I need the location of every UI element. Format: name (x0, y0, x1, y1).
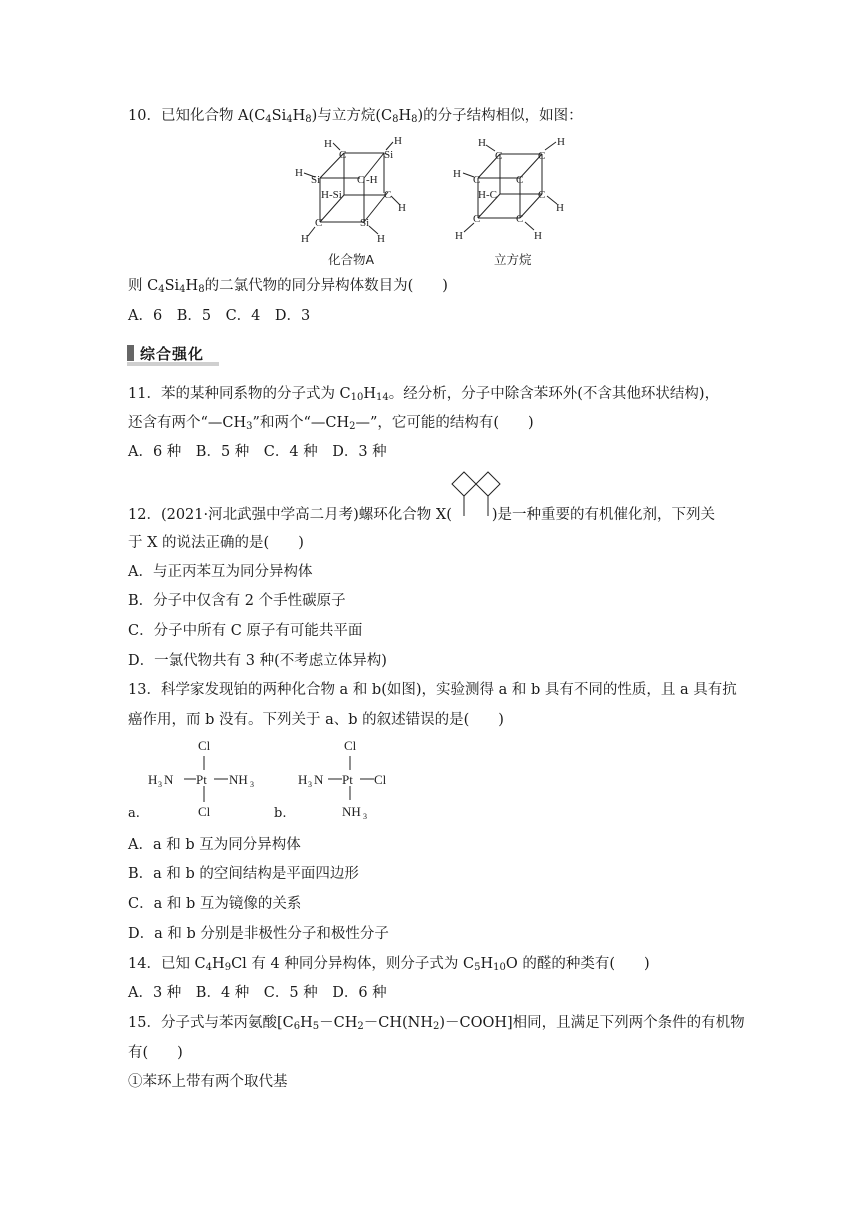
svg-text:NH: NH (342, 804, 361, 819)
svg-text:Cl: Cl (344, 738, 357, 753)
q11-options: A．6 种 B．5 种 C．4 种 D．3 种 (128, 444, 387, 460)
q14-stem: 14．已知 $C_4H_9Cl$ 有 4 种同分异构体，则分子式为 $C_5H_{10}O$ 的醛的种类有( ) (128, 956, 650, 973)
svg-text:H: H (534, 230, 542, 242)
q12-option-d: D．一氯代物共有 3 种(不考虑立体异构) (128, 653, 387, 669)
spiro-compound-structure (448, 470, 508, 520)
svg-text:Pt: Pt (196, 772, 207, 787)
svg-text:C: C (339, 149, 347, 161)
svg-text:C: C (495, 150, 503, 162)
svg-text:H: H (453, 168, 461, 180)
svg-text:C: C (315, 217, 323, 229)
q13-option-d: D．a 和 b 分别是非极性分子和极性分子 (128, 926, 389, 942)
cubane-caption: 立方烷 (494, 252, 532, 267)
q15-line2: 有( ) (128, 1045, 183, 1061)
compound-a-structure (288, 130, 418, 270)
svg-text:C: C (538, 189, 546, 201)
svg-text:H: H (455, 230, 463, 242)
svg-text:3: 3 (158, 780, 162, 789)
section-title: 综合强化 (140, 344, 205, 363)
svg-text:H: H (556, 202, 564, 214)
q14-options: A．3 种 B．4 种 C．5 种 D．6 种 (128, 985, 387, 1001)
q10-options: A．6 B．5 C．4 D．3 (128, 308, 311, 324)
q10-stem: 10．已知化合物 $A(C_4Si_4H_8)$与立方烷$(C_8H_8)$的分子结构相似，如图： (128, 108, 583, 125)
svg-text:N: N (314, 772, 324, 787)
svg-text:H: H (377, 233, 385, 245)
q15-line1: 15．分子式与苯丙氨酸$[C_6H_5-CH_2-CH(NH_2)-COOH]$相同，且满足下列两个条件的有机物 (128, 1015, 745, 1032)
q12-line1: 12．(2021·河北武强中学高二月考)螺环化合物 X( )是一种重要的有机催化剂，下列关 (128, 507, 716, 523)
svg-text:Pt: Pt (342, 772, 353, 787)
svg-text:3: 3 (308, 780, 312, 789)
svg-text:Si: Si (360, 217, 370, 229)
svg-text:Si: Si (311, 174, 321, 186)
svg-text:3: 3 (250, 780, 254, 789)
svg-text:H: H (148, 772, 158, 787)
q12-option-c: C．分子中所有 C 原子有可能共平面 (128, 623, 363, 639)
section-marker (127, 345, 134, 361)
svg-text:NH: NH (229, 772, 248, 787)
svg-text:N: N (164, 772, 174, 787)
q13-line2: 癌作用，而 b 没有。下列关于 a、b 的叙述错误的是( ) (128, 712, 504, 728)
pt-compound-a-structure (146, 734, 276, 824)
svg-text:Si: Si (384, 149, 394, 161)
svg-text:H: H (324, 138, 332, 150)
svg-text:Cl: Cl (374, 772, 387, 787)
svg-text:H: H (478, 137, 486, 149)
svg-text:C: C (473, 213, 481, 225)
svg-text:C: C (538, 150, 546, 162)
q13-line1: 13．科学家发现铂的两种化合物 a 和 b(如图)，实验测得 a 和 b 具有不同的性质，且 a 具有抗 (128, 682, 737, 698)
svg-text:H-C: H-C (478, 189, 497, 201)
q11-line1: 11．苯的某种同系物的分子式为 $C_{10}H_{14}$。经分析，分子中除含苯环外(不含其他环状结构)， (128, 386, 720, 403)
svg-text:Cl: Cl (198, 804, 211, 819)
q11-line2: 还含有两个“$—CH_3$”和两个“$—CH_2—$”，它可能的结构有( ) (128, 415, 534, 432)
cubane-structure (446, 130, 576, 270)
svg-text:H: H (394, 135, 402, 147)
pt-compound-b-label: b. (274, 806, 287, 821)
svg-text:C: C (357, 174, 365, 186)
q13-option-b: B．a 和 b 的空间结构是平面四边形 (128, 866, 359, 882)
svg-text:H: H (557, 136, 565, 148)
q10-ask: 则 $C_4Si_4H_8$的二氯代物的同分异构体数目为( ) (128, 278, 448, 295)
svg-text:H: H (295, 167, 303, 179)
compound-a-caption: 化合物A (328, 252, 375, 267)
section-header (127, 340, 219, 366)
svg-text:H: H (398, 202, 406, 214)
svg-text:-H: -H (366, 174, 378, 186)
q13-option-a: A．a 和 b 互为同分异构体 (128, 837, 301, 853)
q15-condition-1: ①苯环上带有两个取代基 (128, 1074, 288, 1090)
svg-text:H: H (301, 233, 309, 245)
svg-text:C: C (473, 174, 481, 186)
pt-compound-b-structure (296, 734, 416, 824)
section-underline (127, 362, 219, 366)
svg-text:C: C (384, 189, 392, 201)
q12-line2: 于 X 的说法正确的是( ) (128, 535, 304, 551)
svg-text:H: H (298, 772, 308, 787)
q13-option-c: C．a 和 b 互为镜像的关系 (128, 896, 302, 912)
svg-text:Cl: Cl (198, 738, 211, 753)
q12-option-a: A．与正丙苯互为同分异构体 (128, 564, 313, 580)
pt-compound-a-label: a. (128, 806, 140, 821)
svg-text:C: C (516, 213, 524, 225)
q12-option-b: B．分子中仅含有 2 个手性碳原子 (128, 593, 346, 609)
svg-text:C: C (516, 174, 524, 186)
svg-text:3: 3 (363, 812, 367, 821)
svg-text:H-Si: H-Si (321, 189, 342, 201)
